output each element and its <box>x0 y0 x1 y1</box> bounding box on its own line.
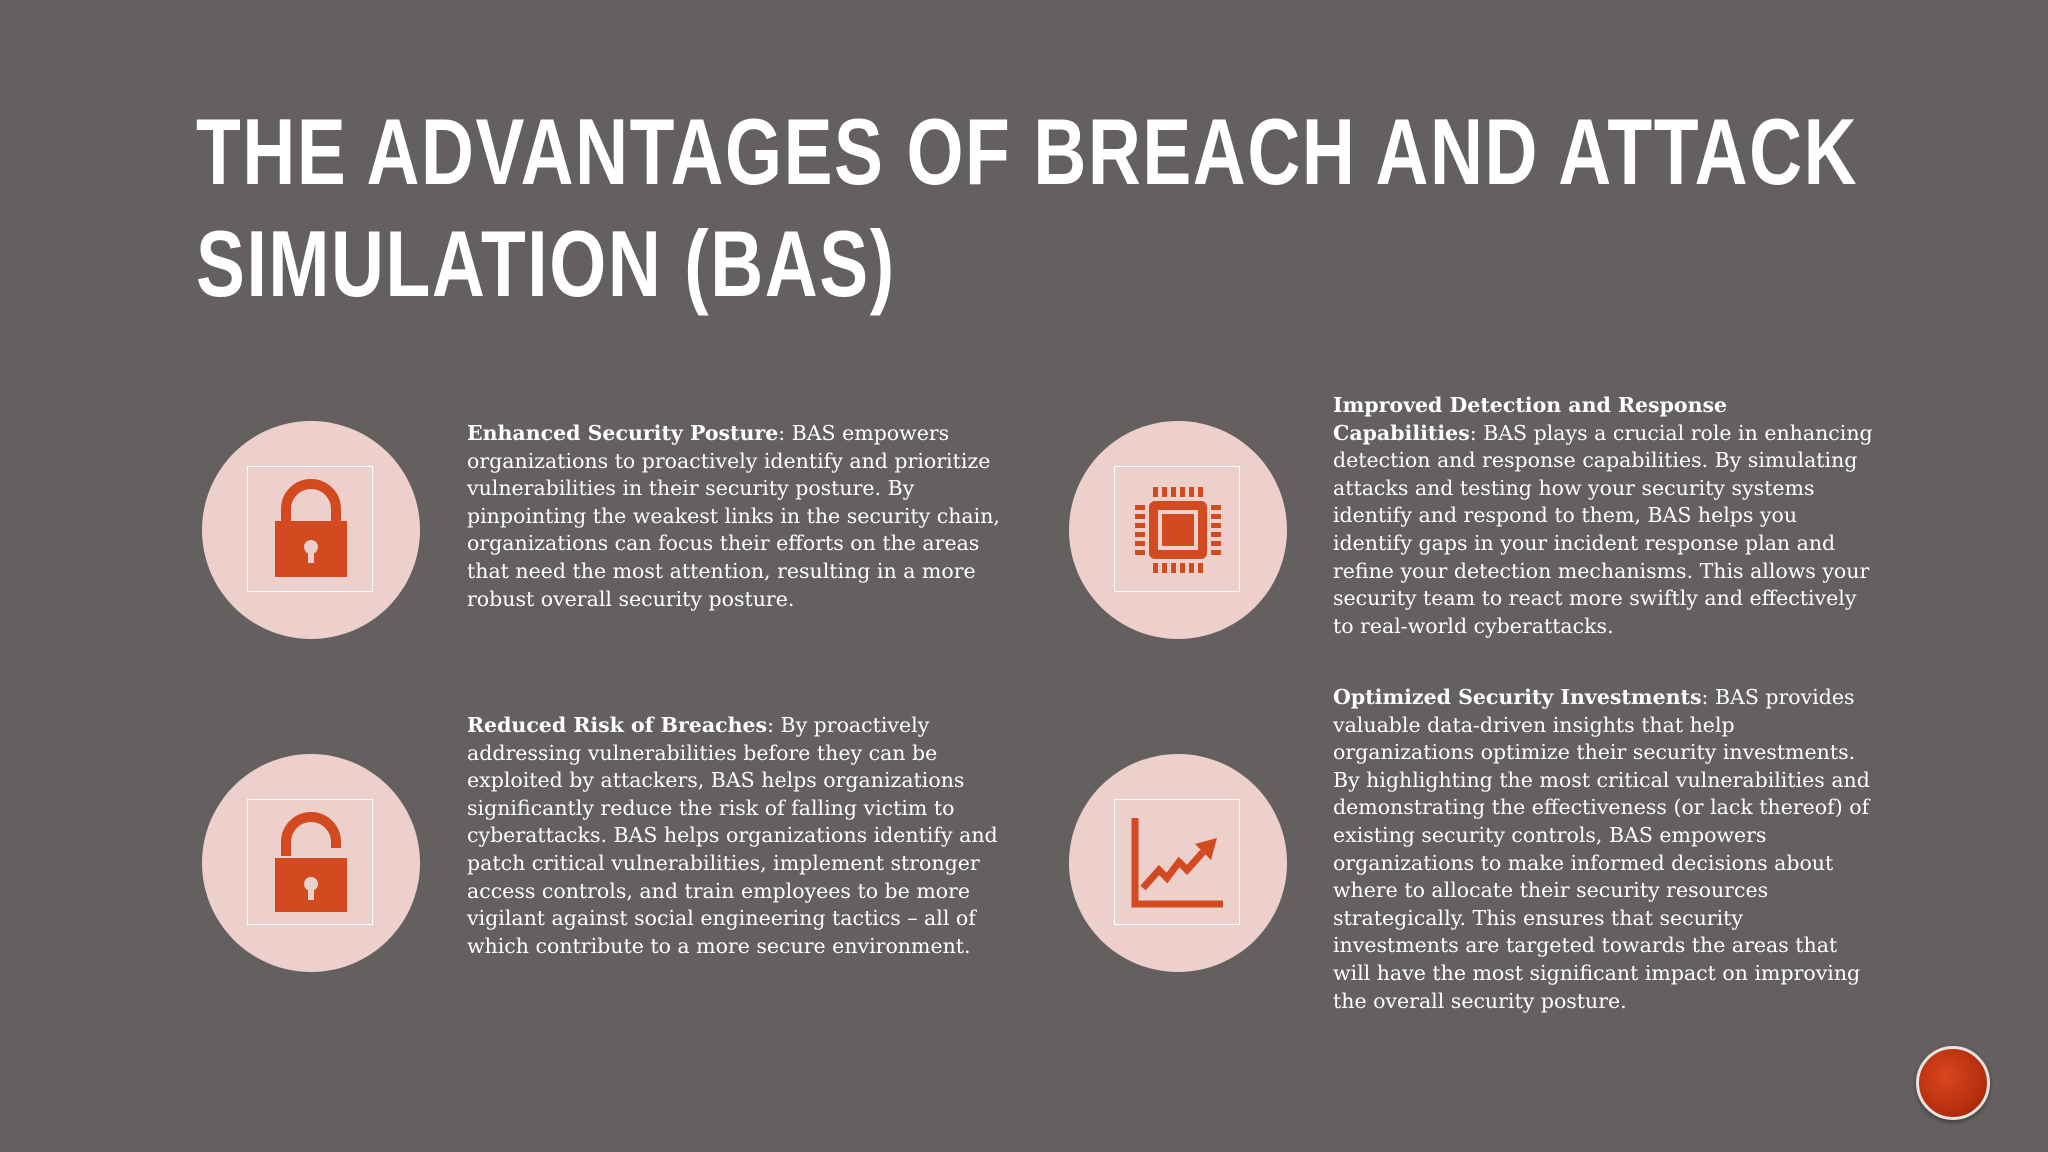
item-detection-response <box>1333 392 1873 640</box>
icon-frame <box>247 799 373 925</box>
item-heading: Enhanced Security Posture <box>467 421 779 445</box>
slide-title <box>196 96 1859 320</box>
item-body: : BAS empowers organizations to proactively identify and prioritize vulnerabilities in their security posture. By pinpointing the weakest links in the security chain, organizations can focus their efforts on the areas that need the most attention, resulting in a more robust overall security posture. <box>467 421 1000 611</box>
icon-frame <box>247 466 373 592</box>
item-heading: Reduced Risk of Breaches <box>467 713 768 737</box>
icon-frame <box>1114 799 1240 925</box>
item-body: : BAS provides valuable data-driven insights that help organizations optimize their security investments. By highlighting the most critical vulnerabilities and demonstrating the effectiveness (or lack thereof) of existing security controls, BAS empowers organizations to make informed decisions about where to allocate their security resources strategically. This ensures that security investments are targeted towards the areas that will have the most significant impact on improving the overall security posture. <box>1333 685 1870 1013</box>
item-body: : BAS plays a crucial role in enhancing detection and response capabilities. By simulating attacks and testing how your security systems identify and respond to them, BAS helps you identify gaps in your incident response plan and refine your detection mechanisms. This allows your security team to react more swiftly and effectively to real-world cyberattacks. <box>1333 420 1873 638</box>
item-security-posture <box>467 420 1007 613</box>
padlock-closed-icon <box>248 467 374 593</box>
item-heading: Optimized Security Investments <box>1333 685 1702 709</box>
slide-title-line-1: THE ADVANTAGES OF BREACH AND ATTACK <box>196 99 1859 204</box>
slide-title-line-2: SIMULATION (BAS) <box>196 211 896 316</box>
slide-nav-button[interactable] <box>1916 1046 1990 1120</box>
item-security-investments <box>1333 684 1873 1015</box>
icon-circle-reduced-risk <box>202 754 420 972</box>
icon-circle-detection <box>1069 421 1287 639</box>
item-reduced-risk <box>467 712 1007 960</box>
processor-chip-icon <box>1115 467 1241 593</box>
item-heading: Improved Detection and Response Capabilities <box>1333 393 1728 445</box>
icon-circle-investments <box>1069 754 1287 972</box>
icon-circle-security-posture <box>202 421 420 639</box>
icon-frame <box>1114 466 1240 592</box>
item-body: : By proactively addressing vulnerabilities before they can be exploited by attackers, BAS helps organizations significantly reduce the risk of falling victim to cyberattacks. BAS helps organizations identify and patch critical vulnerabilities, implement stronger access controls, and train employees to be more vigilant against social engineering tactics – all of which contribute to a more secure environment. <box>467 713 998 958</box>
padlock-open-icon <box>248 800 374 926</box>
upward-trend-chart-icon <box>1115 800 1241 926</box>
